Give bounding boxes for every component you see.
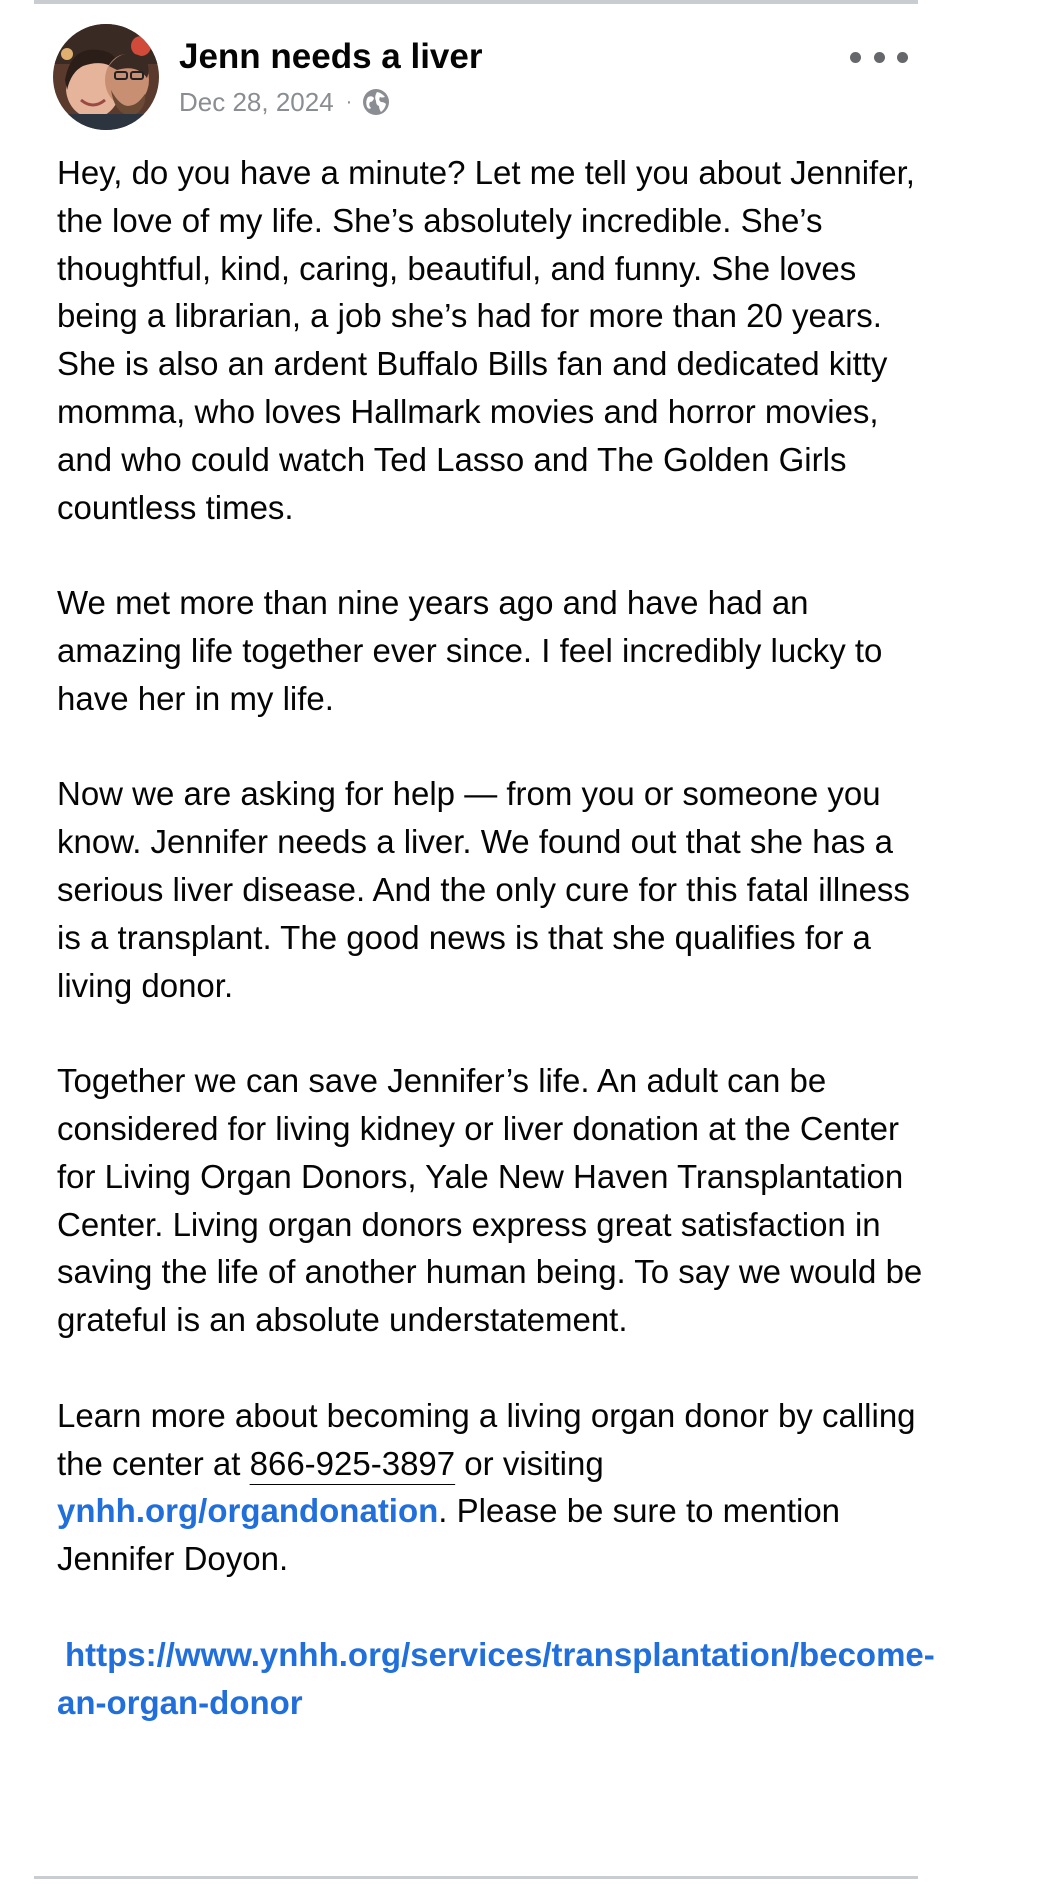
post-meta bbox=[179, 86, 390, 118]
phone-link[interactable]: 866-925-3897 bbox=[249, 1444, 456, 1482]
paragraph-5-intro: Learn more about becoming a living organ donor by calling the center at bbox=[57, 1396, 916, 1482]
avatar[interactable] bbox=[53, 24, 159, 130]
meta-separator: · bbox=[345, 90, 353, 113]
post-body bbox=[57, 149, 935, 1774]
paragraph-6 bbox=[57, 1631, 935, 1727]
author-name[interactable]: Jenn needs a liver bbox=[179, 37, 483, 76]
top-divider bbox=[34, 0, 918, 4]
paragraph-4: Together we can save Jennifer’s life. An adult can be considered for living kidney or liver donation at the Center for Living Organ Donors, Yale New Haven Transplantation Center. Living organ donors express great satisfaction in saving the life of another human being. To say we would be grateful is an absolute understatement. bbox=[57, 1062, 923, 1339]
paragraph-5-closing: . Please be sure to mention Jennifer Doyon. bbox=[57, 1492, 841, 1578]
more-options-icon[interactable] bbox=[850, 42, 908, 72]
bottom-divider bbox=[34, 1876, 918, 1879]
organdonation-link[interactable]: ynhh.org/organdonation bbox=[57, 1492, 439, 1530]
paragraph-1: Hey, do you have a minute? Let me tell you about Jennifer, the love of my life. She’s absolutely incredible. She’s thoughtful, kind, caring, beautiful, and funny. She loves being a librarian, a job she’s had for more than 20 years. She is also an ardent Buffalo Bills fan and dedicated kitty momma, who loves Hallmark movies and horror movies, and who could watch Ted Lasso and The Golden Girls countless times. bbox=[57, 154, 915, 526]
globe-icon[interactable] bbox=[362, 88, 390, 116]
paragraph-5 bbox=[57, 1392, 927, 1583]
paragraph-3: Now we are asking for help — from you or someone you know. Jennifer needs a liver. We found out that she has a serious liver disease. And the only cure for this fatal illness is a transplant. The good news is that she qualifies for a living donor. bbox=[57, 775, 910, 1004]
become-organ-donor-link[interactable]: https://www.ynhh.org/services/transplantation/become-an-organ-donor bbox=[57, 1635, 935, 1721]
paragraph-2: We met more than nine years ago and have had an amazing life together ever since. I feel incredibly lucky to have her in my life. bbox=[57, 584, 883, 717]
paragraph-5-between: or visiting bbox=[455, 1444, 604, 1482]
post-date[interactable]: Dec 28, 2024 bbox=[179, 86, 334, 117]
avatar-photo bbox=[53, 24, 159, 130]
